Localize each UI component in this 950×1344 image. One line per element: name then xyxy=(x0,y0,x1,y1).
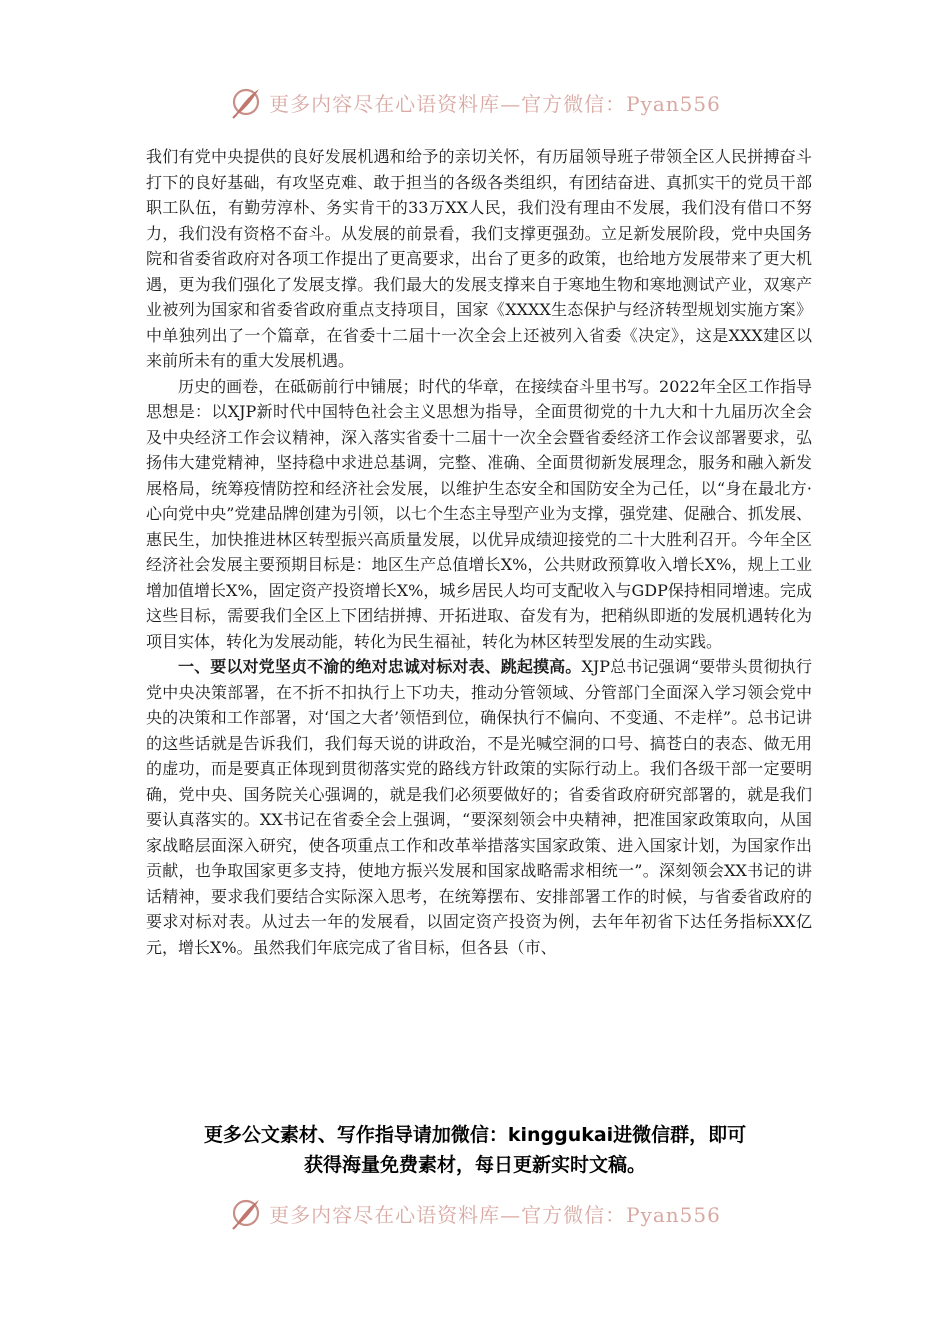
quill-circle-logo-icon xyxy=(229,85,263,119)
paragraph-1 xyxy=(146,144,812,374)
watermark-banner-bottom xyxy=(0,1193,950,1233)
promo-note xyxy=(120,1120,830,1180)
watermark-banner-top xyxy=(0,82,950,122)
paragraph-3-text: XJP总书记强调“要带头贯彻执行党中央决策部署，在不折不扣执行上下功夫，推动分管领域、分管部门全面深入学习领会党中央的决策和工作部署，对‘国之大者’领悟到位，确保执行不偏向、不变通、不走样”。总书记讲的这些话就是告诉我们，我们每天说的讲政治，不是光喊空洞的口号、搞苍白的表态、做无用的虚功，而是要真正体现到贯彻落实党的路线方针政策的实际行动上。我们各级干部一定要明确，党中央、国务院关心强调的，就是我们必须要做好的；省委省政府研究部署的，就是我们要认真落实的。XX书记在省委全会上强调，“要深刻领会中央精神，把准国家政策取向，从国家战略层面深入研究，使各项重点工作和改革举措落实国家政策、进入国家计划，为国家作出贡献，也争取国家更多支持，使地方振兴发展和国家战略需求相统一”。深刻领会XX书记的讲话精神，要求我们要结合实际深入思考，在统筹摆布、安排部署工作的时候，与省委省政府的要求对标对表。从过去一年的发展看，以固定资产投资为例，去年年初省下达任务指标XX亿元，增长X%。虽然我们年底完成了省目标，但各县（市、 xyxy=(146,657,812,957)
watermark-text-top: 更多内容尽在心语资料库—官方微信：Pyan556 xyxy=(269,91,721,116)
paragraph-3 xyxy=(146,654,812,960)
promo-note-line-1: 更多公文素材、写作指导请加微信：kinggukai进微信群，即可 xyxy=(203,1124,747,1146)
section-heading: 一、要以对党坚贞不渝的绝对忠诚对标对表、跳起摸高。 xyxy=(178,657,582,676)
paragraph-1-text: 我们有党中央提供的良好发展机遇和给予的亲切关怀，有历届领导班子带领全区人民拼搏奋斗打下的良好基础，有攻坚克难、敢于担当的各级各类组织，有团结奋进、真抓实干的党员干部职工队伍，有勤劳淳朴、务实肯干的33万XX人民，我们没有理由不发展，我们没有借口不努力，我们没有资格不奋斗。从发展的前景看，我们支撑更强劲。立足新发展阶段，党中央国务院和省委省政府对各项工作提出了更高要求，出台了更多的政策，也给地方发展带来了更大机遇，更为我们强化了发展支撑。我们最大的发展支撑来自于寒地生物和寒地测试产业，双寒产业被列为国家和省委省政府重点支持项目，国家《XXXX生态保护与经济转型规划实施方案》中单独列出了一个篇章，在省委十二届十一次全会上还被列入省委《决定》，这是XXX建区以来前所未有的重大发展机遇。 xyxy=(146,147,812,370)
paragraph-2-text: 历史的画卷，在砥砺前行中铺展；时代的华章，在接续奋斗里书写。2022年全区工作指导思想是：以XJP新时代中国特色社会主义思想为指导，全面贯彻党的十九大和十九届历次全会及中央经济工作会议精神，深入落实省委十二届十一次全会暨省委经济工作会议部署要求，弘扬伟大建党精神，坚持稳中求进总基调，完整、准确、全面贯彻新发展理念，服务和融入新发展格局，统筹疫情防控和经济社会发展，以维护生态安全和国防安全为己任，以“身在最北方·心向党中央”党建品牌创建为引领，以七个生态主导型产业为支撑，强党建、促融合、抓发展、惠民生，加快推进林区转型振兴高质量发展，以优异成绩迎接党的二十大胜利召开。今年全区经济社会发展主要预期目标是：地区生产总值增长X%，公共财政预算收入增长X%，规上工业增加值增长X%，固定资产投资增长X%，城乡居民人均可支配收入与GDP保持相同增速。完成这些目标，需要我们全区上下团结拼搏、开拓进取、奋发有为，把稍纵即逝的发展机遇转化为项目实体，转化为发展动能，转化为民生福祉，转化为林区转型发展的生动实践。 xyxy=(146,376,812,651)
document-body xyxy=(146,144,812,960)
watermark-text-bottom: 更多内容尽在心语资料库—官方微信：Pyan556 xyxy=(269,1202,721,1227)
quill-circle-logo-icon xyxy=(229,1196,263,1230)
paragraph-2 xyxy=(146,374,812,655)
promo-note-line-2: 获得海量免费素材，每日更新实时文稿。 xyxy=(303,1154,646,1176)
